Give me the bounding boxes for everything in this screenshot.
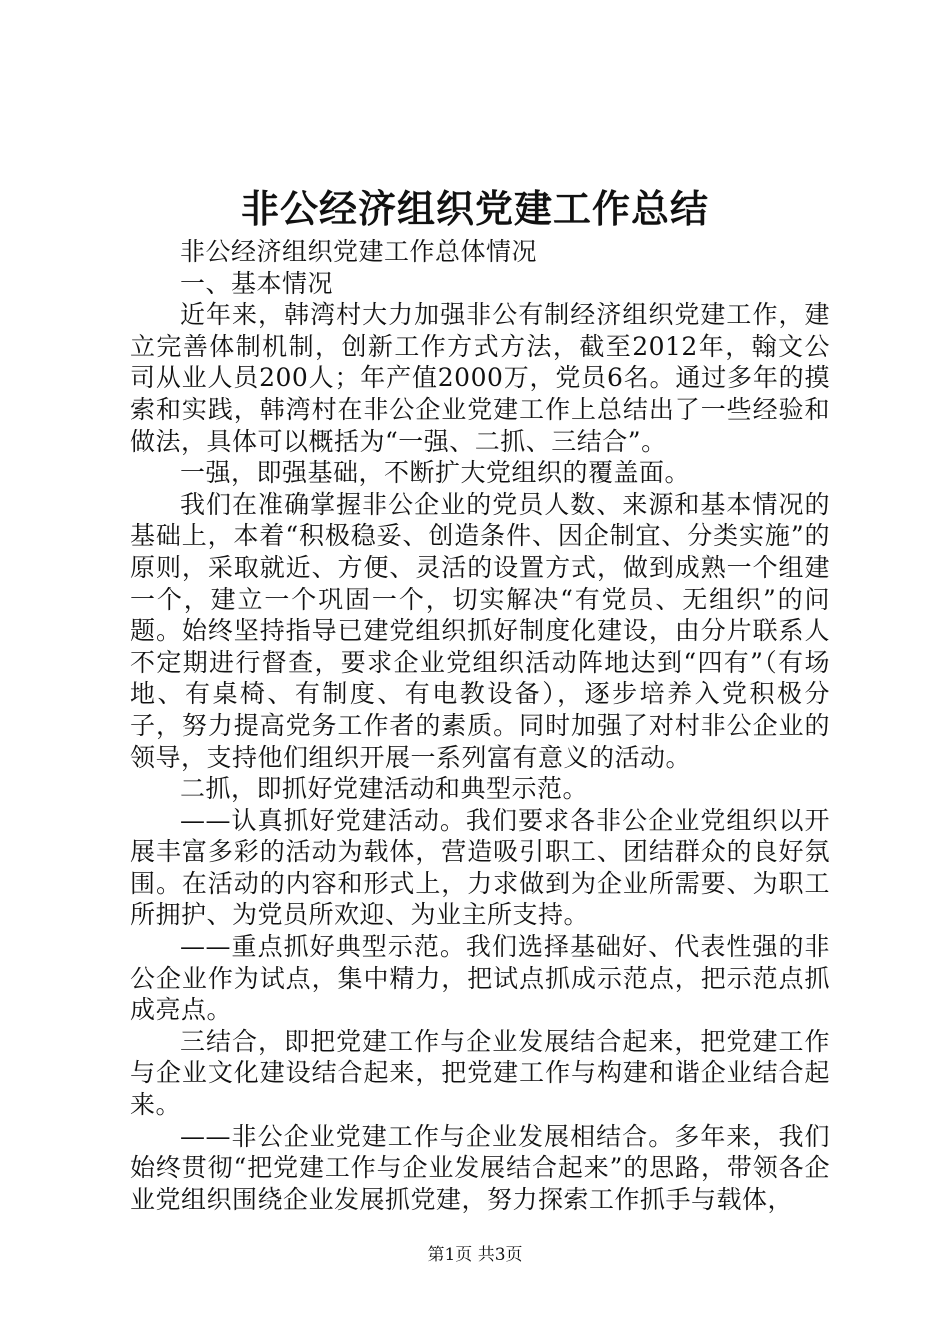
paragraph-typical-demonstration: ——重点抓好典型示范。我们选择基础好、代表性强的非公企业作为试点，集中精力，把试点抓成示范点，把示范点抓成亮点。 xyxy=(130,932,830,1025)
paragraph-strengthen-foundation: 一强，即强基础，不断扩大党组织的覆盖面。 xyxy=(180,458,691,488)
paragraph-party-activities: ——认真抓好党建活动。我们要求各非公企业党组织以开展丰富多彩的活动为载体，营造吸引职工、团结群众的良好氛围。在活动的内容和形式上，力求做到为企业所需要、为职工所拥护、为党员所欢迎、为业主所支持。 xyxy=(130,805,830,930)
document-title: 非公经济组织党建工作总结 xyxy=(240,186,709,231)
paragraph-three-combinations: 三结合，即把党建工作与企业发展结合起来，把党建工作与企业文化建设结合起来，把党建工作与构建和谐企业结合起来。 xyxy=(130,1026,830,1120)
document-body xyxy=(130,236,830,1215)
paragraph-two-focuses: 二抓，即抓好党建活动和典型示范。 xyxy=(180,774,589,804)
paragraph-overview-heading: 非公经济组织党建工作总体情况 xyxy=(180,237,538,266)
page-number-footer: 第1页 共3页 xyxy=(427,1245,523,1265)
paragraph-enterprise-development: ——非公企业党建工作与企业发展相结合。多年来，我们始终贯彻“把党建工作与企业发展结合起来”的思路，带领各企业党组织围绕企业发展抓党建，努力探索工作抓手与载体， xyxy=(130,1121,830,1214)
paragraph-basic-situation: 近年来，韩湾村大力加强非公有制经济组织党建工作，建立完善体制机制，创新工作方式方法，截至2012年，翰文公司从业人员200人；年产值2000万，党员6名。通过多年的摸索和实践，韩湾村在非公企业党建工作上总结出了一些经验和做法，具体可以概括为“一强、二抓、三结合”。 xyxy=(130,300,830,456)
paragraph-section-heading: 一、基本情况 xyxy=(180,268,334,298)
paragraph-party-coverage: 我们在准确掌握非公企业的党员人数、来源和基本情况的基础上，本着“积极稳妥、创造条件、因企制宜、分类实施”的原则，采取就近、方便、灵活的设置方式，做到成熟一个组建一个，建立一个巩固一个，切实解决“有党员、无组织”的问题。始终坚持指导已建党组织抓好制度化建设，由分片联系人不定期进行督查，要求企业党组织活动阵地达到“四有”（有场地、有桌椅、有制度、有电教设备），逐步培养入党积极分子，努力提高党务工作者的素质。同时加强了对村非公企业的领导，支持他们组织开展一系列富有意义的活动。 xyxy=(130,489,830,772)
